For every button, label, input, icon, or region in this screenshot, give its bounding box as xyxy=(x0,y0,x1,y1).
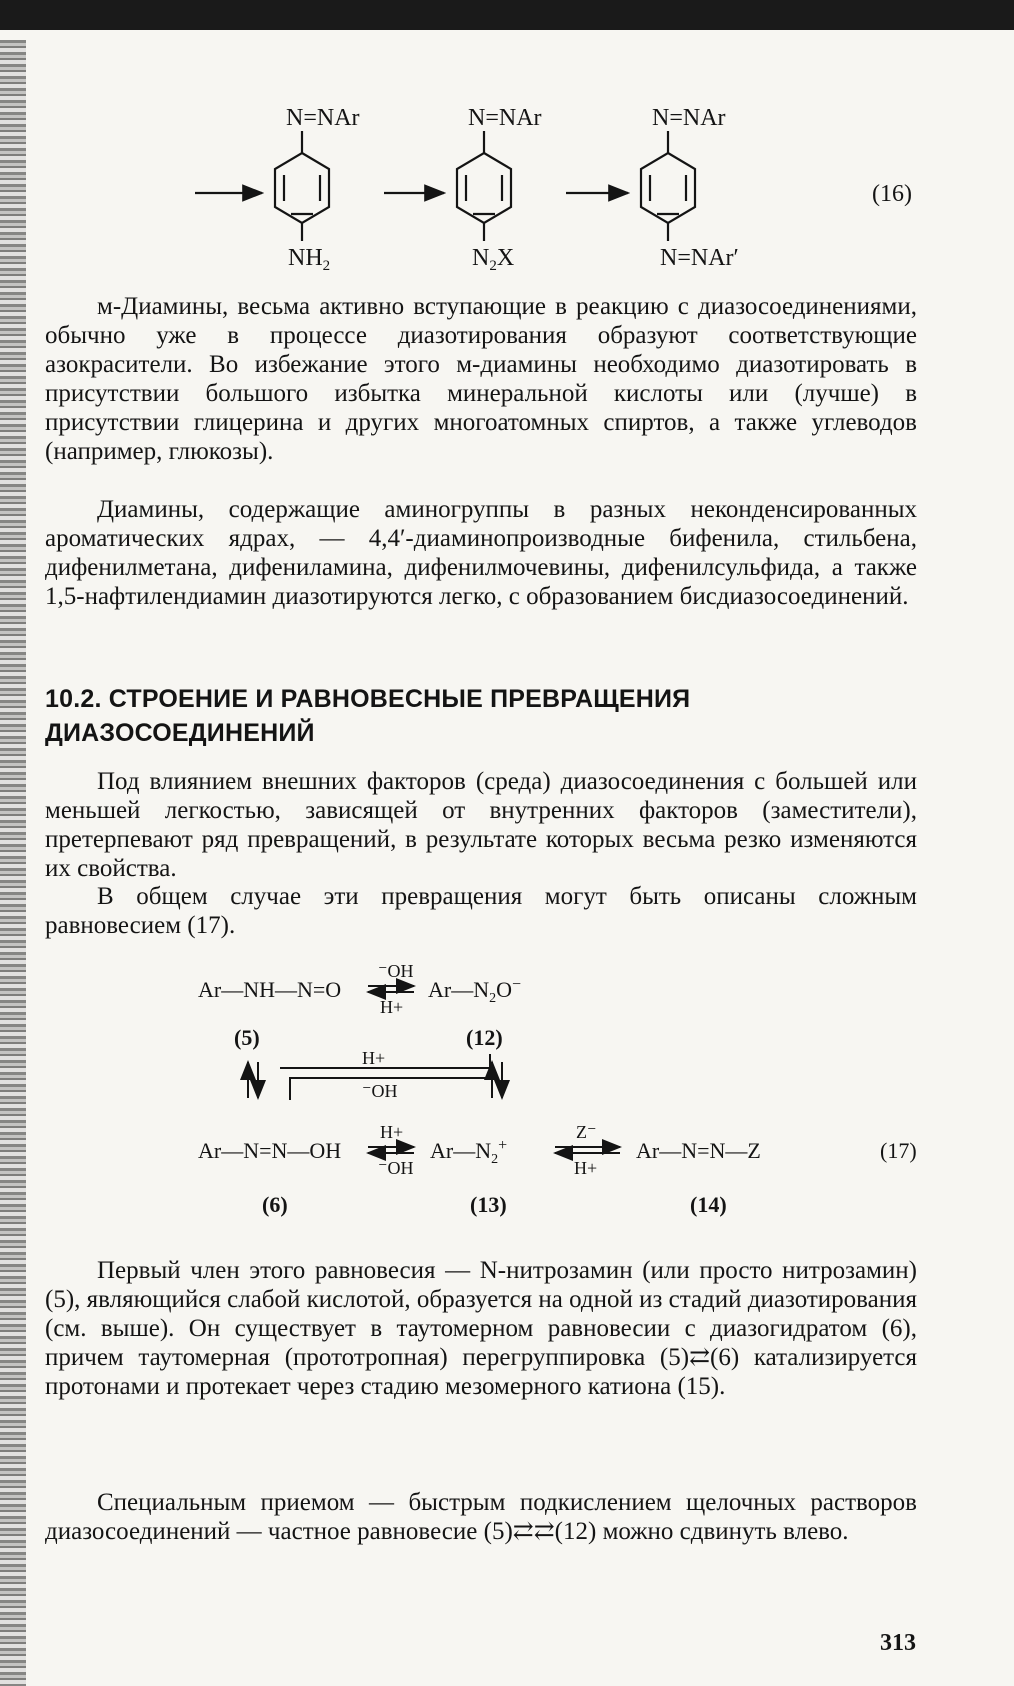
arrow1-above: H+ xyxy=(380,1122,404,1142)
diazonium-formula: $Ar—N_2^+$ xyxy=(430,1137,508,1167)
top-arrow-above: ⁻OH xyxy=(378,961,414,981)
page-number: 313 xyxy=(880,1630,916,1656)
label-5: (5) xyxy=(234,1025,260,1050)
ring2-top-group: N=NAr xyxy=(468,105,542,131)
arrow2-above: Z⁻ xyxy=(576,1122,597,1142)
paragraph-first-member: Первый член этого равновесия — N-нитрозамин (или просто нитрозамин) (5), являющийся слабой кислотой, образуется на одной из стадий диазотирования (см. выше). Он существует в таутомерном равновесии с диазогидратом (6), причем таутомерная (прототропная) перегруппировка (5)⇄(6) катализируется протонами и протекает через стадию мезомерного катиона (15). xyxy=(45,1257,918,1400)
vertical-arrow-above: H+ xyxy=(362,1048,386,1068)
scheme-16 xyxy=(0,95,1014,285)
scheme-16-label: (16) xyxy=(872,181,912,207)
paragraph-external-factors: Под влиянием внешних факторов (среда) диазосоединения с большей или меньшей легкостью, зависящей от внутренних факторов (заместители), претерпевают ряд превращений, в результате которых весьма резко изменяются их свойства. xyxy=(45,768,917,882)
arrow2-below: H+ xyxy=(574,1158,598,1178)
ring1-bottom-group: $NH_2$ xyxy=(288,245,331,274)
label-12: (12) xyxy=(466,1025,503,1050)
label-13: (13) xyxy=(470,1192,507,1217)
nitrosamine-formula: Ar—NH—N=O xyxy=(198,977,342,1002)
top-arrow-below: H+ xyxy=(380,997,404,1017)
ring3-bottom-group: N=NAr′ xyxy=(660,245,739,271)
paragraph-special-method: Специальным приемом — быстрым подкислением щелочных растворов диазосоединений — частное равновесие (5)⇄⇄(12) можно сдвинуть влево. xyxy=(45,1489,917,1545)
paragraph-m-diamines: м-Диамины, весьма активно вступающие в реакцию с диазосоединениями, обычно уже в процессе диазотирования образуют соответствующие азокрасители. Во избежание этого м-диамины необходимо диазотировать в присутствии большого избытка минеральной кислоты или (лучше) в присутствии глицерина и других многоатомных спиртов, а также углеводов (например, глюкозы). xyxy=(45,293,917,465)
arrow1-below: ⁻OH xyxy=(378,1158,414,1178)
section-heading-line2: ДИАЗОСОЕДИНЕНИЙ xyxy=(45,719,315,747)
ring3-top-group: N=NAr xyxy=(652,105,726,131)
section-heading xyxy=(45,682,917,750)
paragraph-general-case: В общем случае эти превращения могут быть описаны сложным равновесием (17). xyxy=(45,883,917,939)
paragraph-diamines-nonfused: Диамины, содержащие аминогруппы в разных неконденсированных ароматических ядрах, — 4,4′-диаминопроизводные бифенила, стильбена, дифенилметана, дифениламина, дифенилмочевины, дифенилсульфида, а также 1,5-нафтилендиамин диазотируются легко, с образованием бисдиазосоединений. xyxy=(45,496,917,610)
scheme-17 xyxy=(0,950,1014,1240)
label-6: (6) xyxy=(262,1192,288,1217)
section-heading-line1: 10.2. СТРОЕНИЕ И РАВНОВЕСНЫЕ ПРЕВРАЩЕНИЯ xyxy=(45,685,691,713)
label-14: (14) xyxy=(690,1192,727,1217)
scheme-17-label: (17) xyxy=(880,1138,917,1163)
vertical-arrow-below: ⁻OH xyxy=(362,1081,398,1101)
azo-compound-formula: Ar—N=N—Z xyxy=(636,1138,761,1163)
diazotate-formula: $Ar—N_2O^-$ xyxy=(428,976,522,1006)
ring2-bottom-group: $N_2X$ xyxy=(472,245,515,274)
diazohydrate-formula: Ar—N=N—OH xyxy=(198,1138,342,1163)
ring1-top-group: N=NAr xyxy=(286,105,360,131)
